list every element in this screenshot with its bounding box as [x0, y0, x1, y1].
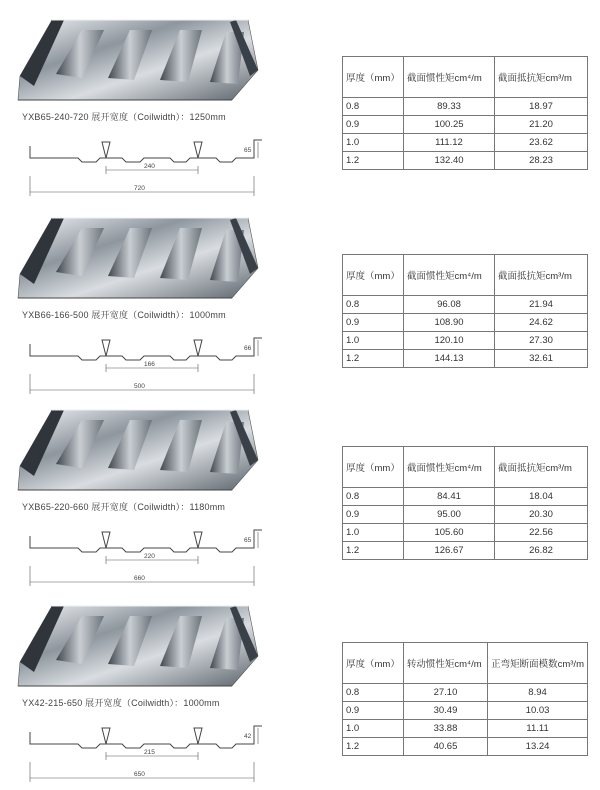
steel-deck-photo: [12, 212, 260, 302]
modulus-cell: 18.04: [495, 488, 588, 506]
inertia-header: 转动惯性矩cm⁴/m: [403, 643, 487, 684]
profile-outline: [30, 338, 262, 360]
thickness-cell: 0.9: [343, 506, 404, 524]
modulus-header: 截面抵抗矩cm³/m: [495, 255, 588, 296]
thickness-cell: 0.9: [343, 314, 404, 332]
steel-deck-photo: [12, 404, 260, 494]
inertia-cell: 95.00: [404, 506, 495, 524]
product-caption: YX42-215-650 展开宽度（Coilwidth）：1000mm: [22, 698, 220, 708]
modulus-cell: 13.24: [488, 738, 588, 756]
height-dim-label: 42: [244, 733, 252, 740]
pitch-dim-label: 166: [144, 361, 155, 368]
modulus-header: 正弯矩断面模数cm³/m: [488, 643, 588, 684]
pitch-dim-label: 215: [144, 749, 155, 756]
spec-table-header-row: [343, 643, 588, 684]
modulus-cell: 23.62: [495, 134, 588, 152]
product-caption: YXB66-166-500 展开宽度（Coilwidth）：1000mm: [22, 310, 226, 320]
thickness-cell: 1.2: [343, 738, 404, 756]
thickness-cell: 1.2: [343, 350, 404, 368]
spec-table-row: [343, 98, 588, 116]
spec-table-header-row: [343, 57, 588, 98]
inertia-header: 截面惯性矩cm⁴/m: [404, 447, 495, 488]
thickness-cell: 1.0: [343, 524, 404, 542]
steel-deck-photo: [12, 600, 260, 690]
profile-drawing: [18, 136, 268, 204]
product-section: [0, 404, 600, 594]
height-dim-label: 65: [244, 537, 252, 544]
profile-drawing: [18, 722, 268, 790]
modulus-cell: 21.20: [495, 116, 588, 134]
spec-table-row: [343, 506, 588, 524]
modulus-cell: 26.82: [495, 542, 588, 560]
spec-table-row: [343, 542, 588, 560]
thickness-cell: 0.8: [343, 488, 404, 506]
spec-table: [342, 254, 588, 368]
spec-table-row: [343, 702, 588, 720]
profile-outline: [30, 726, 262, 748]
inertia-cell: 89.33: [404, 98, 495, 116]
inertia-cell: 100.25: [404, 116, 495, 134]
thickness-header: 厚度（mm）: [343, 57, 404, 98]
spec-table-body: [343, 296, 588, 368]
thickness-cell: 1.2: [343, 542, 404, 560]
inertia-cell: 96.08: [404, 296, 495, 314]
inertia-cell: 108.90: [404, 314, 495, 332]
width-dim-label: 660: [134, 575, 145, 582]
thickness-cell: 0.9: [343, 116, 404, 134]
inertia-cell: 144.13: [404, 350, 495, 368]
spec-table: [342, 642, 588, 756]
inertia-header: 截面惯性矩cm⁴/m: [404, 57, 495, 98]
width-dim-label: 500: [134, 383, 145, 390]
spec-table-row: [343, 314, 588, 332]
pitch-dim-label: 240: [144, 163, 155, 170]
modulus-cell: 10.03: [488, 702, 588, 720]
inertia-cell: 27.10: [403, 684, 487, 702]
modulus-cell: 8.94: [488, 684, 588, 702]
spec-table-body: [343, 488, 588, 560]
product-section: [0, 14, 600, 204]
modulus-cell: 28.23: [495, 152, 588, 170]
inertia-cell: 105.60: [404, 524, 495, 542]
profile-outline: [30, 140, 262, 162]
inertia-cell: 40.65: [403, 738, 487, 756]
spec-table-row: [343, 152, 588, 170]
modulus-cell: 11.11: [488, 720, 588, 738]
product-section: [0, 600, 600, 790]
inertia-cell: 120.10: [404, 332, 495, 350]
inertia-cell: 30.49: [403, 702, 487, 720]
width-dim-label: 720: [134, 185, 145, 192]
thickness-cell: 0.8: [343, 296, 404, 314]
modulus-cell: 24.62: [495, 314, 588, 332]
profile-outline: [30, 530, 262, 552]
modulus-cell: 18.97: [495, 98, 588, 116]
thickness-cell: 0.8: [343, 684, 404, 702]
modulus-header: 截面抵抗矩cm³/m: [495, 447, 588, 488]
inertia-header: 截面惯性矩cm⁴/m: [404, 255, 495, 296]
spec-table-row: [343, 134, 588, 152]
steel-deck-photo: [12, 14, 260, 104]
spec-table-row: [343, 684, 588, 702]
thickness-header: 厚度（mm）: [343, 255, 404, 296]
product-caption: YXB65-220-660 展开宽度（Coilwidth）：1180mm: [22, 502, 226, 512]
thickness-cell: 1.0: [343, 720, 404, 738]
spec-table-row: [343, 738, 588, 756]
spec-table-header-row: [343, 447, 588, 488]
product-caption: YXB65-240-720 展开宽度（Coilwidth）：1250mm: [22, 112, 226, 122]
thickness-cell: 1.0: [343, 134, 404, 152]
inertia-cell: 111.12: [404, 134, 495, 152]
height-dim-label: 66: [244, 345, 252, 352]
spec-table-body: [343, 98, 588, 170]
profile-drawing: [18, 334, 268, 402]
spec-table-row: [343, 116, 588, 134]
profile-drawing: [18, 526, 268, 594]
spec-table-row: [343, 350, 588, 368]
modulus-cell: 21.94: [495, 296, 588, 314]
thickness-header: 厚度（mm）: [343, 643, 404, 684]
modulus-header: 截面抵抗矩cm³/m: [495, 57, 588, 98]
thickness-cell: 0.9: [343, 702, 404, 720]
spec-table: [342, 56, 588, 170]
thickness-cell: 0.8: [343, 98, 404, 116]
inertia-cell: 126.67: [404, 542, 495, 560]
spec-table-row: [343, 720, 588, 738]
spec-table-header-row: [343, 255, 588, 296]
pitch-dim-label: 220: [144, 553, 155, 560]
spec-table-row: [343, 524, 588, 542]
thickness-cell: 1.2: [343, 152, 404, 170]
inertia-cell: 33.88: [403, 720, 487, 738]
modulus-cell: 27.30: [495, 332, 588, 350]
modulus-cell: 22.56: [495, 524, 588, 542]
width-dim-label: 650: [134, 771, 145, 778]
inertia-cell: 84.41: [404, 488, 495, 506]
thickness-cell: 1.0: [343, 332, 404, 350]
spec-table-body: [343, 684, 588, 756]
spec-table-row: [343, 332, 588, 350]
inertia-cell: 132.40: [404, 152, 495, 170]
spec-table-row: [343, 296, 588, 314]
modulus-cell: 20.30: [495, 506, 588, 524]
spec-table: [342, 446, 588, 560]
spec-table-row: [343, 488, 588, 506]
height-dim-label: 65: [244, 147, 252, 154]
product-section: [0, 212, 600, 402]
modulus-cell: 32.61: [495, 350, 588, 368]
thickness-header: 厚度（mm）: [343, 447, 404, 488]
